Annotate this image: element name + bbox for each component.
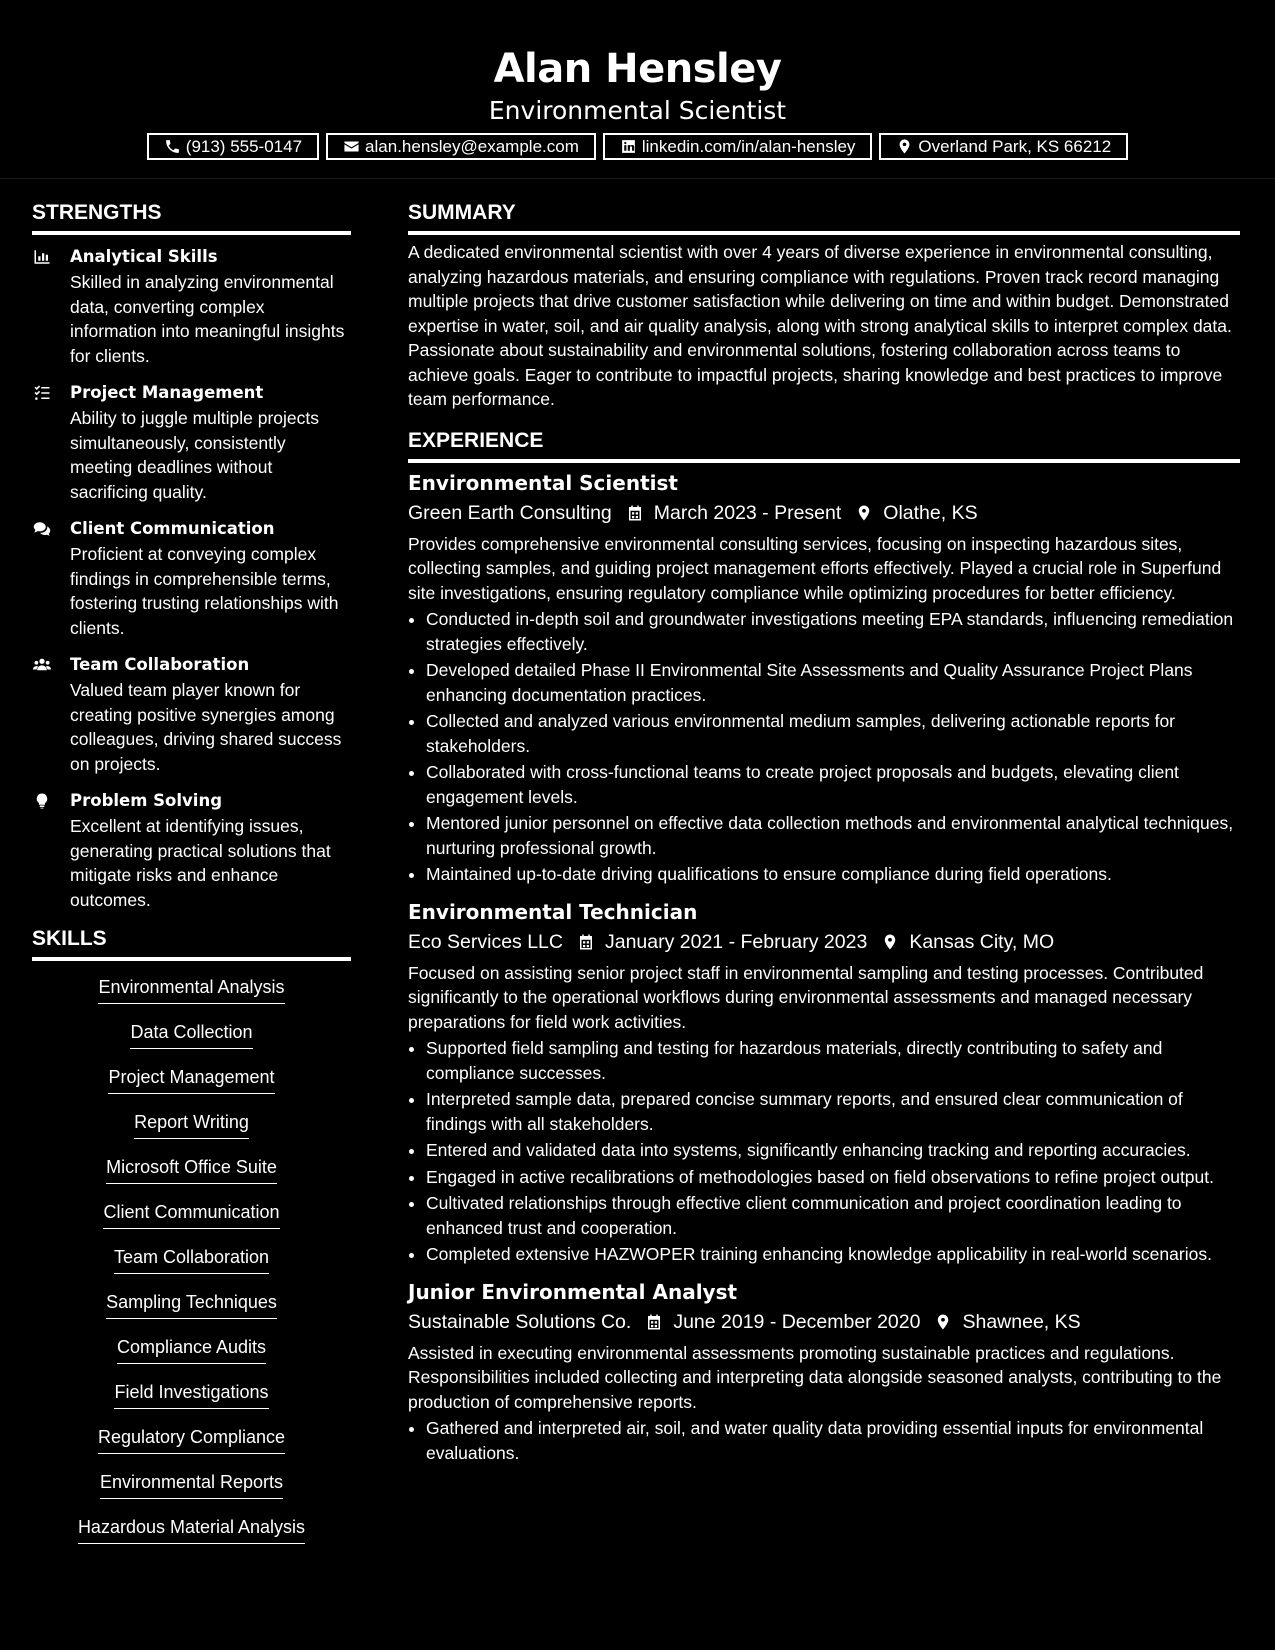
calendar-icon	[612, 503, 654, 523]
strength-item	[32, 652, 351, 776]
skill-item: Regulatory Compliance	[98, 1425, 285, 1454]
company-name: Eco Services LLC	[408, 930, 563, 953]
location-text: Overland Park, KS 66212	[918, 136, 1112, 156]
skill-item: Team Collaboration	[114, 1245, 269, 1274]
map-pin-icon	[841, 503, 883, 523]
skill-item: Client Communication	[103, 1200, 279, 1229]
skill-item: Compliance Audits	[117, 1335, 266, 1364]
lightbulb-icon	[32, 788, 70, 912]
strength-desc: Skilled in analyzing environmental data, converting complex information into meaningful insights for clients.	[70, 272, 345, 366]
bullet-item: • Collected and analyzed various environmental medium samples, delivering actionable reports for stakeholders.	[426, 709, 1240, 758]
comments-icon	[32, 516, 70, 640]
strengths-heading: STRENGTHS	[32, 198, 351, 235]
bullet-item: • Collaborated with cross-functional teams to create project proposals and budgets, elevating client engagement levels.	[426, 760, 1240, 809]
resume-header	[0, 0, 1275, 179]
contact-linkedin[interactable]	[603, 133, 873, 160]
skill-item: Sampling Techniques	[106, 1290, 277, 1319]
skill-item: Data Collection	[130, 1020, 252, 1049]
strength-title: Analytical Skills	[70, 247, 218, 266]
job-title: Junior Environmental Analyst	[408, 1279, 738, 1304]
skill-item: Field Investigations	[114, 1380, 268, 1409]
calendar-icon	[563, 932, 605, 952]
company-name: Sustainable Solutions Co.	[408, 1310, 632, 1333]
email-text: alan.hensley@example.com	[365, 136, 579, 156]
candidate-title: Environmental Scientist	[488, 96, 787, 125]
contact-bar	[0, 133, 1275, 160]
bullet-item: • Entered and validated data into systems, significantly enhancing tracking and reporting accuracies.	[426, 1138, 1240, 1163]
strength-title: Project Management	[70, 383, 264, 402]
bullet-item: • Interpreted sample data, prepared concise summary reports, and ensured clear communication of findings with all stakeholders.	[426, 1087, 1240, 1136]
job-entry	[408, 468, 1240, 887]
skill-item: Microsoft Office Suite	[106, 1155, 277, 1184]
job-location: Shawnee, KS	[962, 1310, 1081, 1333]
users-icon	[32, 652, 70, 776]
bullet-item: • Cultivated relationships through effective client communication and project coordination leading to enhanced trust and cooperation.	[426, 1191, 1240, 1240]
right-column	[408, 198, 1240, 1479]
contact-email[interactable]	[326, 133, 596, 160]
job-dates: January 2021 - February 2023	[604, 930, 868, 953]
contact-phone[interactable]	[147, 133, 319, 160]
strength-desc: Ability to juggle multiple projects simultaneously, consistently meeting deadlines without sacrificing quality.	[70, 408, 320, 502]
strength-desc: Excellent at identifying issues, generating practical solutions that mitigate risks and enhance outcomes.	[70, 816, 331, 910]
list-check-icon	[32, 380, 70, 504]
job-meta	[408, 498, 1240, 528]
linkedin-text: linkedin.com/in/alan-hensley	[641, 136, 856, 156]
job-desc: Provides comprehensive environmental consulting services, focusing on inspecting hazardous sites, collecting samples, and guiding project management efforts effectively. Played a crucial role in Superfund site investigations, ensuring regulatory compliance while optimizing procedures for better efficiency.	[408, 533, 1222, 603]
skill-item: Environmental Analysis	[98, 975, 284, 1004]
chart-bar-icon	[32, 244, 70, 368]
experience-heading: EXPERIENCE	[408, 426, 1240, 463]
job-title: Environmental Technician	[408, 899, 698, 924]
strength-item	[32, 516, 351, 640]
job-bullets	[408, 1416, 1240, 1465]
job-desc: Focused on assisting senior project staff in environmental sampling and testing processes. Contributed significantly to the operational workflows during environmental assessments and managed necessary preparations for field work activities.	[408, 962, 1204, 1032]
job-location: Olathe, KS	[883, 501, 978, 524]
map-pin-icon	[896, 138, 913, 155]
bullet-item: • Gathered and interpreted air, soil, and water quality data providing essential inputs for environmental evaluations.	[426, 1416, 1240, 1465]
calendar-icon	[631, 1312, 673, 1332]
strength-item	[32, 788, 351, 912]
bullet-item: • Maintained up-to-date driving qualifications to ensure compliance during field operations.	[426, 862, 1240, 887]
strength-item	[32, 380, 351, 504]
strength-title: Client Communication	[70, 519, 275, 538]
bullet-item: • Engaged in active recalibrations of methodologies based on field observations to refine project output.	[426, 1165, 1240, 1190]
job-location: Kansas City, MO	[909, 930, 1055, 953]
contact-location[interactable]	[879, 133, 1128, 160]
strength-title: Team Collaboration	[70, 655, 250, 674]
job-title: Environmental Scientist	[408, 470, 678, 495]
strength-item	[32, 244, 351, 368]
job-desc: Assisted in executing environmental assessments promoting sustainable practices and regulations. Responsibilities included collecting and interpreting data alongside seasoned analysts, contributing to the production of comprehensive reports.	[408, 1342, 1222, 1412]
strength-desc: Valued team player known for creating positive synergies among colleagues, driving shared success on projects.	[70, 680, 342, 774]
map-pin-icon	[867, 932, 909, 952]
job-dates: June 2019 - December 2020	[673, 1310, 921, 1333]
bullet-item: • Conducted in-depth soil and groundwater investigations meeting EPA standards, influencing remediation strategies effectively.	[426, 607, 1240, 656]
job-bullets	[408, 607, 1240, 887]
bullet-item: • Mentored junior personnel on effective data collection methods and environmental analytical techniques, nurturing professional growth.	[426, 811, 1240, 860]
skills-list	[32, 975, 351, 1560]
phone-text: (913) 555-0147	[185, 136, 303, 156]
skills-heading: SKILLS	[32, 924, 351, 961]
bullet-item: • Supported field sampling and testing for hazardous materials, directly contributing to safety and compliance successes.	[426, 1036, 1240, 1085]
strength-title: Problem Solving	[70, 791, 223, 810]
bullet-item: • Completed extensive HAZWOPER training enhancing knowledge applicability in real-world scenarios.	[426, 1242, 1240, 1267]
envelope-icon	[343, 138, 360, 155]
left-column	[32, 198, 351, 1560]
map-pin-icon	[920, 1312, 962, 1332]
bullet-item: • Developed detailed Phase II Environmental Site Assessments and Quality Assurance Project Plans enhancing documentation practices.	[426, 658, 1240, 707]
skill-item: Hazardous Material Analysis	[78, 1515, 305, 1544]
skill-item: Report Writing	[134, 1110, 249, 1139]
job-meta	[408, 927, 1240, 957]
candidate-name: Alan Hensley	[493, 46, 782, 92]
job-bullets	[408, 1036, 1240, 1267]
phone-icon	[164, 138, 181, 155]
summary-text: A dedicated environmental scientist with over 4 years of diverse experience in environmental consulting, analyzing hazardous materials, and ensuring compliance with regulations. Proven track record managing multiple projects that drive customer satisfaction while delivering on time and within budget. Demonstrated expertise in water, soil, and air quality analysis, along with strong analytical skills to interpret complex data. Passionate about sustainability and environmental solutions, fostering collaboration across teams to achieve goals. Eager to contribute to impactful projects, sharing knowledge and best practices to improve team performance.	[408, 242, 1232, 409]
job-meta	[408, 1307, 1240, 1337]
summary-heading: SUMMARY	[408, 198, 1240, 235]
job-entry	[408, 1277, 1240, 1466]
skill-item: Environmental Reports	[100, 1470, 283, 1499]
skill-item: Project Management	[108, 1065, 274, 1094]
linkedin-icon	[620, 138, 637, 155]
job-dates: March 2023 - Present	[653, 501, 842, 524]
strength-desc: Proficient at conveying complex findings in comprehensible terms, fostering trusting relationships with clients.	[70, 544, 339, 638]
job-entry	[408, 897, 1240, 1267]
company-name: Green Earth Consulting	[408, 501, 612, 524]
